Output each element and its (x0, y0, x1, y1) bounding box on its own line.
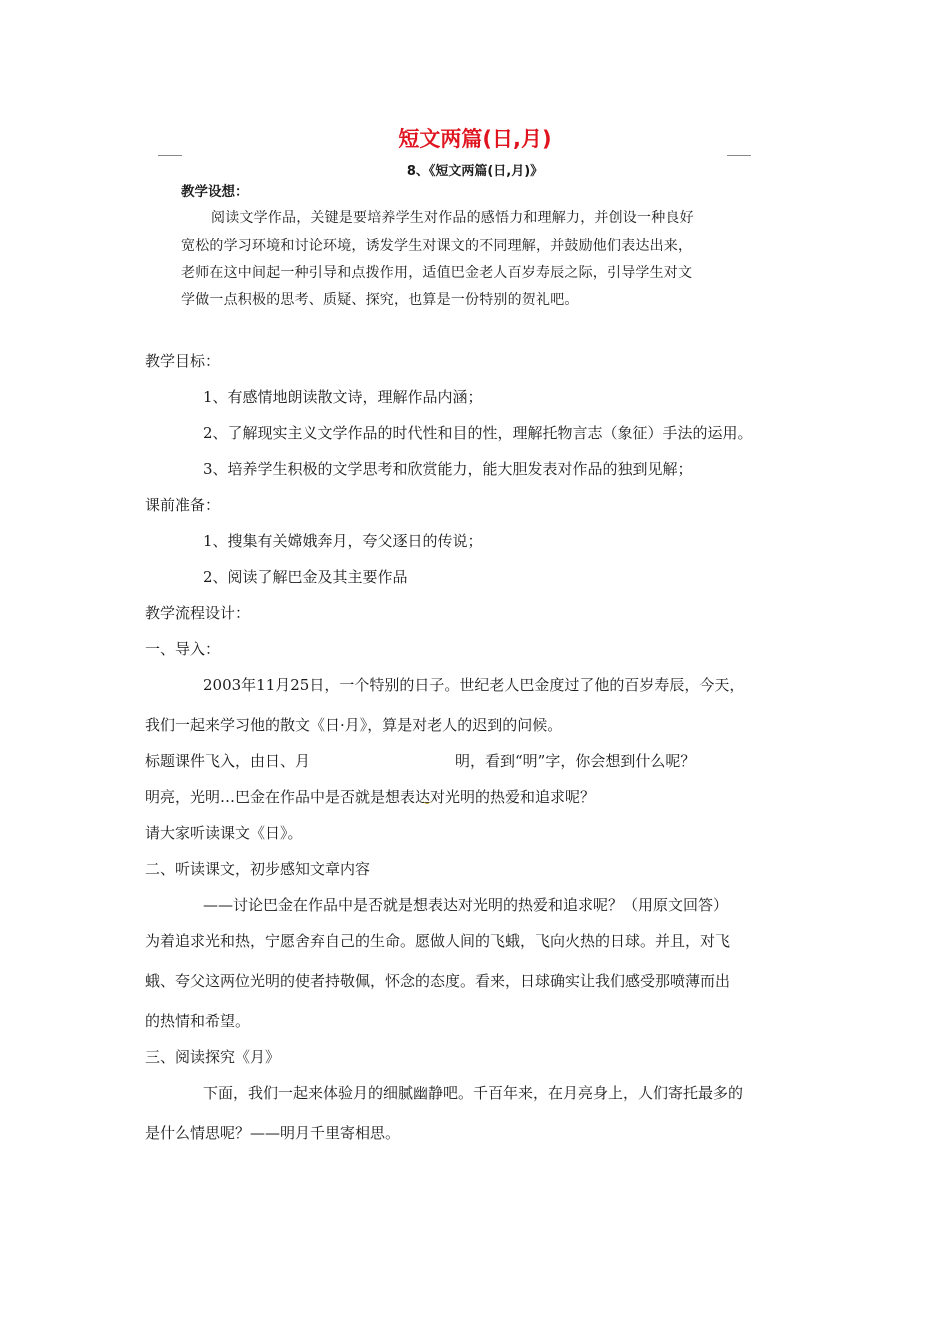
header-rule-right (727, 155, 751, 156)
moon-paragraph-line: 下面，我们一起来体验月的细腻幽静吧。千百年来，在月亮身上，人们寄托最多的 (203, 1084, 744, 1102)
section2-heading: 二、听读课文，初步感知文章内容 (145, 860, 371, 878)
answer-paragraph-line: 为着追求光和热，宁愿舍弃自己的生命。愿做人间的飞蛾，飞向火热的日球。并且，对飞 (145, 932, 731, 950)
answer-paragraph-line: 蛾、夸父这两位光明的使者持敬佩，怀念的态度。看来，日球确实让我们感受那喷薄而出 (145, 972, 731, 990)
goal-item: 1、有感情地朗读散文诗，理解作品内涵； (203, 388, 483, 406)
brightness-question-line: 明亮，光明…巴金在作品中是否就是想表达对光明的热爱和追求呢？ (145, 788, 596, 806)
intro-paragraph-line: 我们一起来学习他的散文《日·月》，算是对老人的迟到的问候。 (145, 716, 563, 734)
design-line: 学做一点积极的思考、质疑、探究，也算是一份特别的贺礼吧。 (181, 292, 579, 308)
title-animation-line-start: 标题课件飞入，由日、月 (145, 752, 311, 770)
listen-instruction-line: 请大家听读课文《日》。 (145, 824, 303, 842)
intro-paragraph-line: 2003年11月25日，一个特别的日子。世纪老人巴金度过了他的百岁寿辰，今天， (203, 676, 745, 694)
section1-heading: 一、导入： (145, 640, 221, 658)
goals-heading: 教学目标： (145, 352, 221, 370)
goal-item: 3、培养学生积极的文学思考和欣赏能力，能大胆发表对作品的独到见解； (203, 460, 693, 478)
design-heading: 教学设想： (181, 184, 249, 200)
prep-item: 2、阅读了解巴金及其主要作品 (203, 568, 408, 586)
design-line: 老师在这中间起一种引导和点拨作用，适值巴金老人百岁寿辰之际，引导学生对文 (181, 265, 693, 281)
document-title: 短文两篇(日,月) (398, 127, 552, 151)
prep-heading: 课前准备： (145, 496, 221, 514)
moon-paragraph-line: 是什么情思呢？——明月千里寄相思。 (145, 1124, 401, 1142)
answer-paragraph-line: 的热情和希望。 (145, 1012, 251, 1030)
discussion-line: ——讨论巴金在作品中是否就是想表达对光明的热爱和追求呢？（用原文回答） (203, 896, 729, 914)
section3-heading: 三、阅读探究《月》 (145, 1048, 281, 1066)
flow-heading: 教学流程设计： (145, 604, 251, 622)
prep-item: 1、搜集有关嫦娥奔月，夸父逐日的传说； (203, 532, 483, 550)
lesson-heading: 8、《短文两篇(日,月)》 (406, 164, 544, 179)
design-line: 阅读文学作品，关键是要培养学生对作品的感悟力和理解力，并创设一种良好 (211, 210, 694, 226)
design-line: 宽松的学习环境和讨论环境，诱发学生对课文的不同理解，并鼓励他们表达出来， (181, 238, 693, 254)
goal-item: 2、了解现实主义文学作品的时代性和目的性，理解托物言志（象征）手法的运用。 (203, 424, 753, 442)
title-animation-line-end: 明，看到“明”字，你会想到什么呢？ (455, 752, 696, 770)
header-rule-left (158, 155, 182, 156)
